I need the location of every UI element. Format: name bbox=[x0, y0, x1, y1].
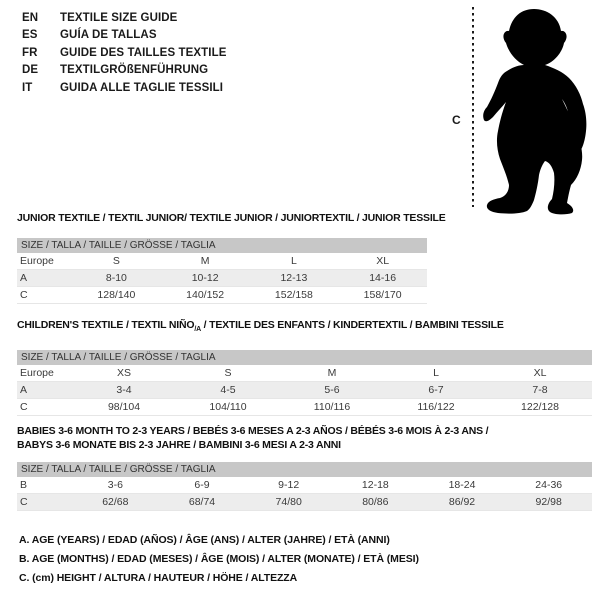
size-cell: 6-9 bbox=[194, 479, 210, 491]
legend-line: B. AGE (MONTHS) / EDAD (MESES) / ÂGE (MOIS) / ALTER (MONATE) / ETÀ (MESI) bbox=[19, 553, 419, 565]
language-code: ES bbox=[22, 29, 38, 42]
baby-silhouette-icon bbox=[483, 9, 586, 214]
size-cell: 140/152 bbox=[186, 289, 225, 301]
size-cell: 68/74 bbox=[188, 496, 216, 508]
table-row bbox=[17, 477, 592, 494]
size-cell: 18-24 bbox=[448, 479, 476, 491]
table-title-text: BABIES 3-6 MONTH TO 2-3 YEARS / BEBÉS 3-6 MESES A 2-3 AÑOS / BÉBÉS 3-6 MOIS À 2-3 ANS / bbox=[17, 425, 489, 437]
table-row bbox=[17, 253, 427, 270]
language-label: TEXTILE SIZE GUIDE bbox=[60, 11, 178, 24]
table-title-line bbox=[17, 211, 446, 225]
row-label: C bbox=[20, 401, 28, 414]
legend-line: A. AGE (YEARS) / EDAD (AÑOS) / ÂGE (ANS) / ALTER (JAHRE) / ETÀ (ANNI) bbox=[19, 534, 390, 546]
size-cell: XL bbox=[376, 255, 390, 267]
row-label: A bbox=[20, 384, 28, 397]
language-code: DE bbox=[22, 64, 39, 77]
size-cell: 6-7 bbox=[428, 384, 444, 397]
size-cell: 158/170 bbox=[363, 289, 402, 301]
size-header-bar: SIZE / TALLA / TAILLE / GRÖSSE / TAGLIA bbox=[17, 238, 427, 253]
row-label: C bbox=[20, 289, 28, 301]
size-cell: 80/86 bbox=[362, 496, 389, 508]
size-cell: 12-13 bbox=[280, 272, 308, 284]
table-row bbox=[17, 270, 427, 287]
size-header-bar: SIZE / TALLA / TAILLE / GRÖSSE / TAGLIA bbox=[17, 350, 592, 365]
size-header-bar: SIZE / TALLA / TAILLE / GRÖSSE / TAGLIA bbox=[17, 462, 592, 477]
table-title-text: / TEXTILE DES ENFANTS / KINDERTEXTIL / BAMBINI TESSILE bbox=[200, 319, 504, 331]
language-row bbox=[22, 27, 227, 45]
size-cell: 74/80 bbox=[275, 496, 302, 508]
children-textile-table bbox=[17, 318, 592, 416]
junior-textile-table bbox=[17, 211, 446, 304]
size-cell: 98/104 bbox=[107, 401, 141, 414]
row-label: B bbox=[20, 479, 28, 491]
table-row bbox=[17, 287, 427, 304]
size-cell: 9-12 bbox=[278, 479, 300, 491]
size-cell: 7-8 bbox=[532, 384, 548, 397]
size-cell: XL bbox=[533, 367, 547, 380]
table-title bbox=[17, 424, 592, 452]
language-label: TEXTILGRÖßENFÜHRUNG bbox=[60, 64, 209, 77]
size-cell: L bbox=[290, 255, 297, 267]
row-label: C bbox=[20, 496, 28, 508]
size-cell: 128/140 bbox=[97, 289, 136, 301]
table-title-text: /A bbox=[194, 326, 201, 334]
baby-figure bbox=[440, 4, 600, 216]
size-cell: 24-36 bbox=[535, 479, 563, 491]
language-title-list bbox=[22, 9, 227, 97]
babies-textile-table bbox=[17, 424, 592, 511]
table-title bbox=[17, 211, 446, 225]
table-row bbox=[17, 365, 592, 382]
language-label: GUIDA ALLE TAGLIE TESSILI bbox=[60, 81, 224, 94]
row-label: Europe bbox=[20, 367, 54, 380]
language-code: FR bbox=[22, 46, 38, 59]
language-code: IT bbox=[22, 81, 33, 94]
size-cell: M bbox=[327, 367, 337, 380]
size-cell: S bbox=[112, 255, 120, 267]
language-row bbox=[22, 62, 227, 80]
size-cell: 116/122 bbox=[417, 401, 455, 414]
size-cell: S bbox=[224, 367, 232, 380]
row-label: Europe bbox=[20, 255, 54, 267]
size-cell: 122/128 bbox=[521, 401, 559, 414]
table-title bbox=[17, 318, 592, 337]
height-label-c: C bbox=[452, 113, 461, 127]
table-title-text: JUNIOR TEXTILE / TEXTIL JUNIOR/ TEXTILE JUNIOR / JUNIORTEXTIL / JUNIOR TESSILE bbox=[17, 212, 446, 224]
language-row bbox=[22, 44, 227, 62]
size-cell: 5-6 bbox=[324, 384, 340, 397]
size-cell: 152/158 bbox=[274, 289, 313, 301]
size-cell: 8-10 bbox=[105, 272, 127, 284]
measurement-legend bbox=[19, 531, 419, 588]
size-cell: 86/92 bbox=[448, 496, 476, 508]
table-title-text: BABYS 3-6 MONATE BIS 2-3 JAHRE / BAMBINI 3-6 MESI A 2-3 ANNI bbox=[17, 439, 341, 451]
baby-figure-svg bbox=[440, 4, 600, 216]
size-cell: 4-5 bbox=[220, 384, 236, 397]
size-cell: 3-4 bbox=[116, 384, 132, 397]
table-row bbox=[17, 382, 592, 399]
size-cell: 62/68 bbox=[102, 496, 129, 508]
table-row bbox=[17, 494, 592, 511]
table-title-line bbox=[17, 424, 592, 438]
size-cell: L bbox=[433, 367, 439, 380]
size-cell: XS bbox=[116, 367, 131, 380]
size-cell: 12-18 bbox=[361, 479, 389, 491]
language-row bbox=[22, 9, 227, 27]
size-cell: 104/110 bbox=[209, 401, 247, 414]
size-cell: M bbox=[200, 255, 210, 267]
language-code: EN bbox=[22, 11, 39, 24]
language-row bbox=[22, 79, 227, 97]
language-label: GUÍA DE TALLAS bbox=[60, 29, 157, 42]
size-cell: 92/98 bbox=[535, 496, 562, 508]
size-cell: 14-16 bbox=[369, 272, 397, 284]
row-label: A bbox=[20, 272, 28, 284]
size-cell: 3-6 bbox=[107, 479, 123, 491]
table-title-line bbox=[17, 438, 592, 452]
size-cell: 10-12 bbox=[191, 272, 219, 284]
language-label: GUIDE DES TAILLES TEXTILE bbox=[60, 46, 227, 59]
table-row bbox=[17, 399, 592, 416]
table-title-line bbox=[17, 318, 592, 337]
legend-line: C. (cm) HEIGHT / ALTURA / HAUTEUR / HÖHE / ALTEZZA bbox=[19, 572, 298, 584]
table-title-text: CHILDREN'S TEXTILE / TEXTIL NIÑO bbox=[17, 319, 195, 331]
size-cell: 110/116 bbox=[313, 401, 351, 414]
